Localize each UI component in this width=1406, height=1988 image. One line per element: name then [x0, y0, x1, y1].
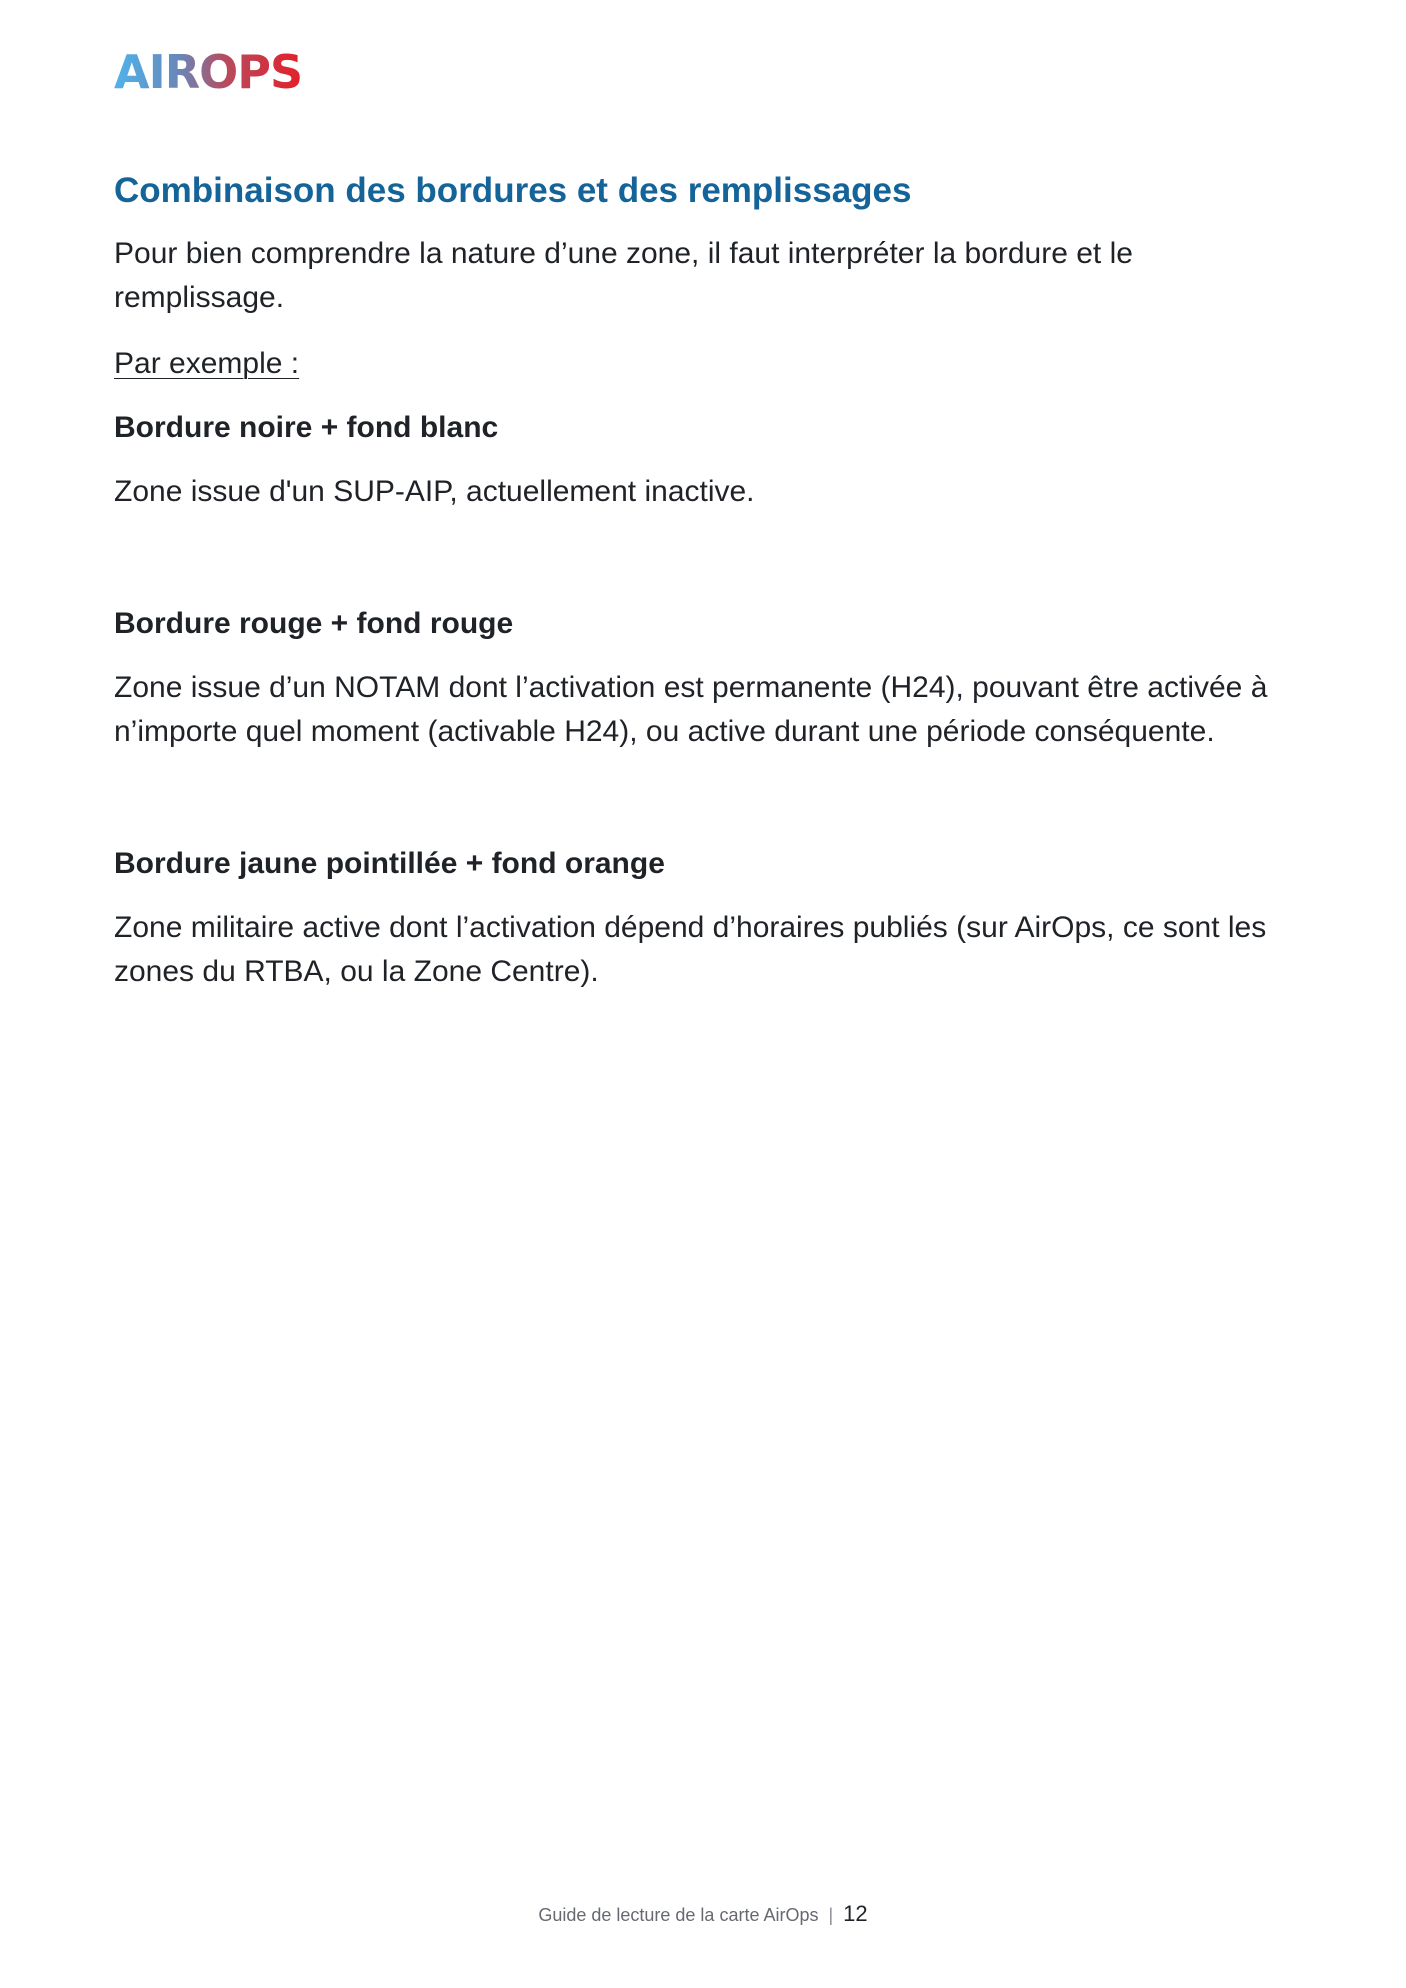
example-description-red-red: Zone issue d’un NOTAM dont l’activation est permanente (H24), pouvant être activée à n’importe quel moment (activable H24), ou active durant une période conséquente.: [114, 671, 1268, 748]
page-footer: [0, 1900, 1406, 1929]
section-title: Combinaison des bordures et des remplissages: [114, 171, 912, 210]
logo-wordmark: AIROPS: [114, 50, 303, 94]
example-label: Par exemple :: [114, 347, 300, 380]
example-heading-red-red: Bordure rouge + fond rouge: [114, 607, 514, 640]
main-content: [114, 168, 1294, 994]
airops-logo: [114, 50, 304, 94]
footer-separator: |: [828, 1905, 834, 1925]
intro-paragraph: Pour bien comprendre la nature d’une zone, il faut interpréter la bordure et le remplissage.: [114, 237, 1133, 314]
page-number: 12: [843, 1901, 868, 1926]
example-heading-yellow-orange: Bordure jaune pointillée + fond orange: [114, 847, 665, 880]
example-description-black-white: Zone issue d'un SUP-AIP, actuellement inactive.: [114, 475, 755, 508]
footer-guide-title: Guide de lecture de la carte AirOps: [538, 1905, 819, 1925]
example-description-yellow-orange: Zone militaire active dont l’activation dépend d’horaires publiés (sur AirOps, ce sont les zones du RTBA, ou la Zone Centre).: [114, 911, 1267, 988]
example-heading-black-white: Bordure noire + fond blanc: [114, 411, 499, 444]
